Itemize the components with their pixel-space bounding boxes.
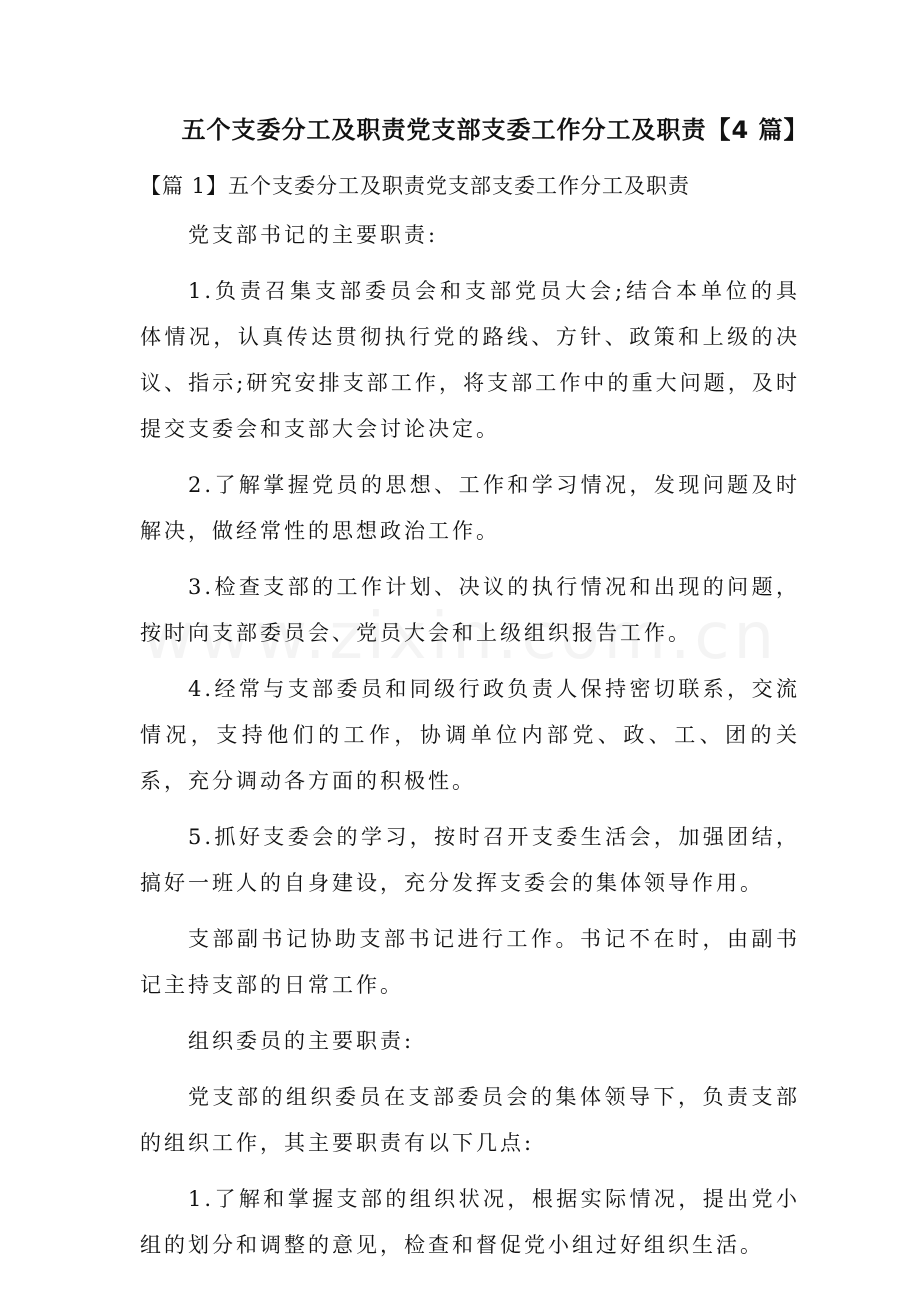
paragraph: 3.检查支部的工作计划、决议的执行情况和出现的问题，按时向支部委员会、党员大会和上级组织报告工作。 — [140, 575, 800, 645]
paragraph: 1.负责召集支部委员会和支部党员大会;结合本单位的具体情况，认真传达贯彻执行党的路线、方针、政策和上级的决议、指示;研究安排支部工作，将支部工作中的重大问题，及时提交支委会和支部大会讨论决定。 — [140, 279, 800, 441]
paragraph: 组织委员的主要职责: — [188, 1029, 415, 1053]
document-title: 五个支委分工及职责党支部支委工作分工及职责【4 篇】 — [181, 116, 809, 144]
paragraph: 1.了解和掌握支部的组织状况，根据实际情况，提出党小组的划分和调整的意见，检查和督促党小组过好组织生活。 — [140, 1187, 800, 1257]
paragraph: 党支部书记的主要职责: — [188, 223, 439, 247]
document-body — [140, 212, 800, 1278]
paragraph: 支部副书记协助支部书记进行工作。书记不在时，由副书记主持支部的日常工作。 — [140, 927, 800, 997]
paragraph: 5.抓好支委会的学习，按时召开支委生活会，加强团结，搞好一班人的自身建设，充分发挥支委会的集体领导作用。 — [140, 825, 800, 895]
paragraph: 4.经常与支部委员和同级行政负责人保持密切联系，交流情况，支持他们的工作，协调单位内部党、政、工、团的关系，充分调动各方面的积极性。 — [140, 677, 800, 793]
paragraph: 2.了解掌握党员的思想、工作和学习情况，发现问题及时解决，做经常性的思想政治工作。 — [140, 473, 800, 543]
section-heading: 【篇 1】五个支委分工及职责党支部支委工作分工及职责 — [140, 174, 691, 198]
paragraph: 党支部的组织委员在支部委员会的集体领导下，负责支部的组织工作，其主要职责有以下几点: — [140, 1085, 800, 1155]
